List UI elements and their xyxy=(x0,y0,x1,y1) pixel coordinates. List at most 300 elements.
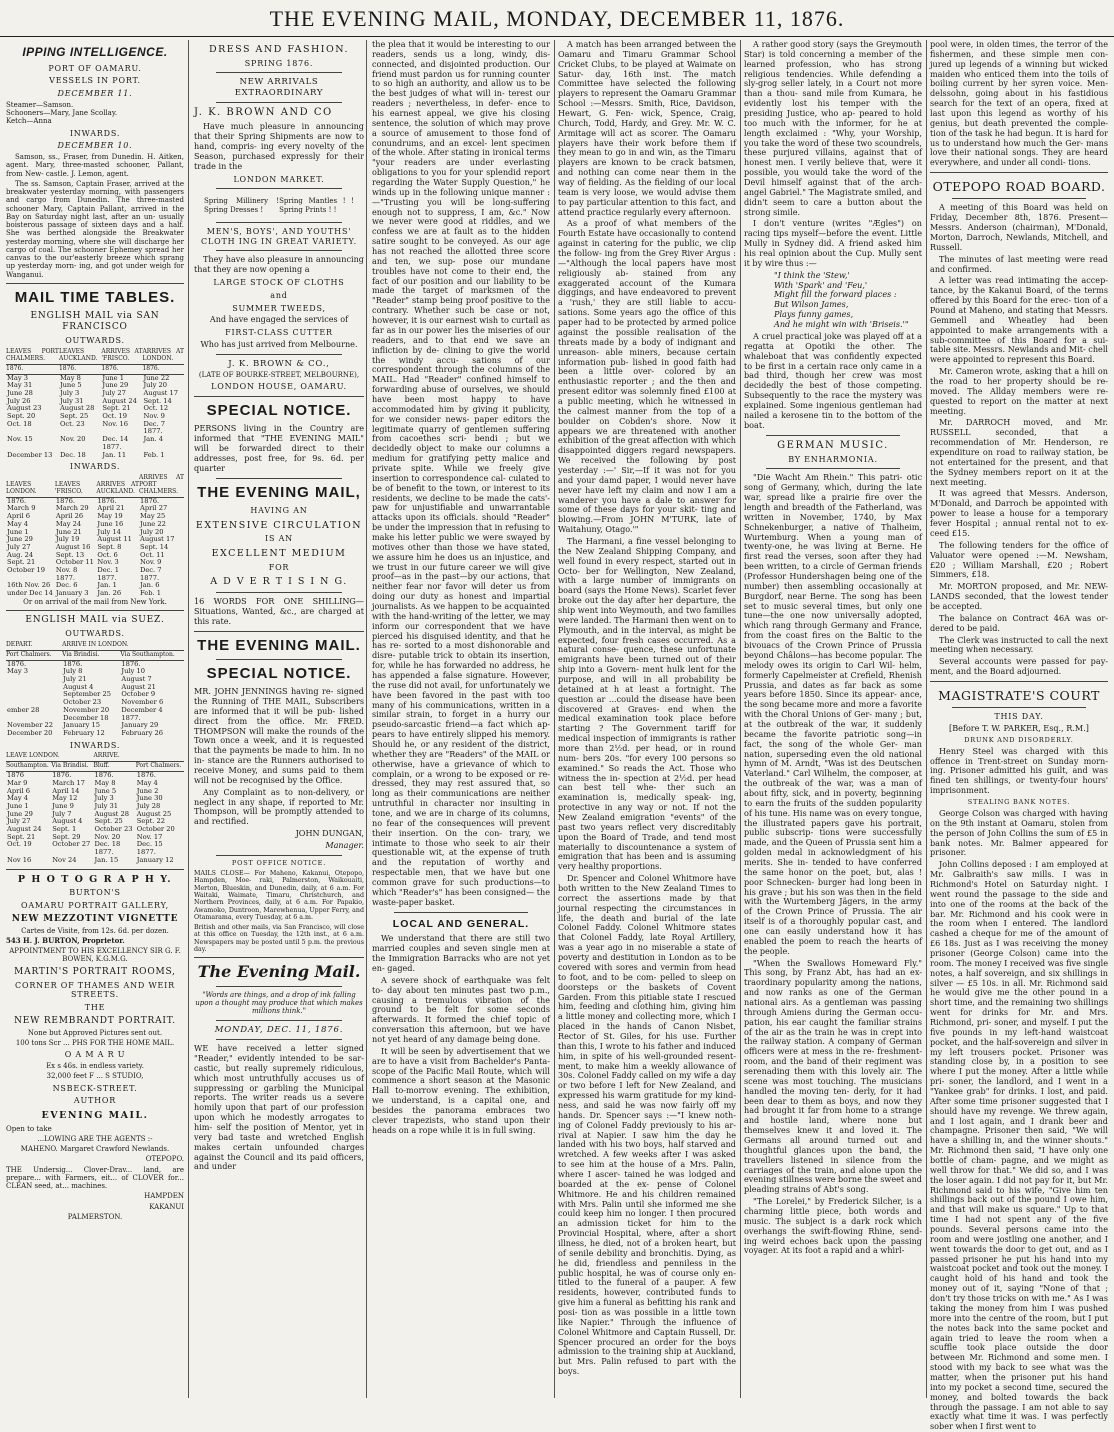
table-cell: March 29 xyxy=(55,504,89,513)
racing-tips: I don't venture (writes "Ægles") on racing tips myself—before the event. Little Mully in Sydney did. A friend asked him his real opinion about the Cup. Mully sent it by wire thus :— xyxy=(744,218,922,268)
table-header: ARRIVES AT PORT CHALMERS. xyxy=(139,474,184,497)
suez-outwards-table xyxy=(6,641,184,738)
table-header: ARRIVES AT 'FRISCO. xyxy=(101,348,142,364)
home-mail: 100 tons Scr ... PHS FOR THE HOME MAIL. xyxy=(15,1039,175,1048)
table-header: Bluff. xyxy=(93,762,135,772)
otepopo-p2: The minutes of last meeting were read and confirmed. xyxy=(930,253,1108,274)
table-cell xyxy=(6,676,62,684)
table-cell: July 27 xyxy=(7,817,31,826)
inwards-date: DECEMBER 10. xyxy=(57,141,133,151)
special-notice-2: SPECIAL NOTICE. xyxy=(206,664,352,682)
mezzotint: NEW MEZZOTINT VIGNETTE xyxy=(11,913,179,924)
table-cell: July 19 xyxy=(55,535,80,544)
table-cell: June 16 xyxy=(97,519,124,528)
table-cell: Dec. 7 xyxy=(139,566,162,575)
table-cell: Jan. 11 xyxy=(102,450,127,459)
spring-1876: SPRING 1876. xyxy=(244,58,314,68)
cutter: FIRST-CLASS CUTTER xyxy=(225,328,333,338)
table-cell: June 28 xyxy=(7,388,33,397)
table-cell: October 23 xyxy=(94,825,133,834)
columns xyxy=(6,39,1108,1432)
table-cell: under Dec 14 xyxy=(7,589,53,598)
mail-logo-2: THE EVENING MAIL. xyxy=(197,636,361,654)
table-cell: May 8 xyxy=(59,373,81,382)
manager: Manager. xyxy=(325,840,364,851)
kakanui: KAKANUI xyxy=(149,1202,184,1211)
otepopo-p5: Mr. DARROCH moved, and Mr. RUSSELL seconded, that a recommendation of Mr. Henderson, re expenditure on road to railway station, be not entertained for the present, and that the Sydney members report on it at the next meeting. xyxy=(930,417,1108,487)
table-cell: August 24 xyxy=(7,825,42,834)
table-cell: Nov 24 xyxy=(52,855,77,864)
table-cell: Aug. 24 xyxy=(7,550,34,559)
court-m3: John Collins deposed : I am employed at Mr. Galbraith's saw mills. I was in Richmond's Hotel on Saturday night. I went round the passage to the side and into one of the rooms at the back of the bar. Mr. Richmond and his cook were in the room when I entered. The landlord cashed a cheque for me of the amount of £6 18s. Just as I was receiving the money prisoner (George Colson) came into the room. The money I received was five single notes, a half sovereign, and six shillings in silver — £5 10s. in all. Mr. Richmond said he would give me the other pound in a short time, and the remaining two shillings went for drinks for Mr. and Mrs. Richmond, pri- soner, and myself. I put the five pounds in my left-hand waistcoat pocket, and the half-sovereign and silver in my left trousers pocket. Prisoner was standing close by, in a position to see where I put the money. After a little while pri- soner, the landlord, and I went in a "Yankee grab" for drinks. I lost, and paid. After some time prisoner suggested that I should have my revenge. We threw again, and I lost again, and I drank beer and champagne. Prisoner then said, "We will have a shilling in, and the winner shouts." Mr. Richmond then said, "I have only one bottle of cham- pagne, and we might as well throw for that." We did so, and I was the loser again. I did not pay for it, but Mr. Richmond said to his wife, "Give him ten shillings back out of the pound I owe him, and that will make us square." Up to that time I had not spent any of the five pounds. Several persons came into the room and were jostling one another, and I went towards the door to get out, and as I passed prisoner he put his hand into my waistcoat pocket and took out the money. I caught hold of his hand and took the money out of it, saying "None of that ; don't try those tricks on with me." As I was taking the money from him I was pushed more into the centre of the room, but I put the notes back into the same pocket and again tried to leave the room when a scuffle took place outside the door between Mr. Richmond and some men. I stood with my back to see what was the matter, when the prisoner put his hand into my pocket a second time, secured the money, and bolted towards the back through the passage. I am not able to say exactly what time it was. I was perfectly sober when I first went to xyxy=(930,859,1108,1432)
table-cell: August 17 xyxy=(143,388,178,397)
table-cell: April 27 xyxy=(139,504,168,513)
table-cell: Sept. 25 xyxy=(94,817,123,826)
table-header: ARRIVES AT LONDON. xyxy=(142,348,184,364)
brown-p2: They have also pleasure in announcing that they are now opening a xyxy=(194,254,364,275)
table-cell: Jan. 26 xyxy=(97,589,122,598)
burton-proprietor: 543 H. J. BURTON, Proprietor. xyxy=(6,935,125,945)
table-row xyxy=(6,436,184,444)
mail-tables-title: MAIL TIME TABLES. xyxy=(14,288,176,306)
cricket-match: A match has been arranged between the Oamaru and Timaru Grammar School Cricket Clubs, to be played at Waimate on Satur- day, 16th inst. The match Committee have selected the following players to represent the Oamaru Grammar School :—Messrs. Smith, Rice, Davidson, Hewart, G. Fen- wick, Spence, Craig, Church, Todd, Hardy, and Grey. Mr. W. C. Armitage will act as scorer. The Oamaru players have their work before them if they mean to go in and win, as the Timaru players are known to be crack batsmen, and nothing can come near them in the way of fielding. As the fielding of our local team is very loose, we would advise them to pay particular attention to this fact, and attend practice regularly every afternoon. xyxy=(558,39,736,217)
table-cell: July 20 xyxy=(143,381,168,390)
table-cell: Sept. 21 xyxy=(7,558,36,567)
table-cell: Dec. 15 xyxy=(136,840,163,849)
table-cell: May 4 xyxy=(7,519,28,528)
table-row xyxy=(6,660,184,668)
mail-logo: THE EVENING MAIL, xyxy=(197,483,361,501)
table-cell: Oct. 19 xyxy=(102,412,128,421)
table-cell: March 17 xyxy=(52,778,85,787)
stealing-heading: STEALING BANK NOTES. xyxy=(967,798,1071,807)
table-cell: June 21 xyxy=(55,527,82,536)
table-cell: April 26 xyxy=(55,512,84,521)
table-cell: June 2 xyxy=(136,786,159,795)
table-row xyxy=(6,452,184,460)
table-note: Or on arrival of the mail from New York. xyxy=(23,597,167,606)
large-stock: LARGE STOCK OF CLOTHS xyxy=(213,278,345,287)
burtons: BURTON'S xyxy=(69,888,121,898)
local-p2: A severe shock of earthquake was felt to- day about ten minutes past two p.m., causing a tremulous vibration of the ground to be felt for some seconds afterwards. It formed the chief topic of conversation this afternoon, but we have not yet heard of any damage being done. xyxy=(372,974,550,1045)
table-cell: Jan. 6 xyxy=(139,581,160,590)
sf-inwards-table xyxy=(6,474,184,598)
table-cell: Nov. 9 xyxy=(139,558,162,567)
hampden: HAMPDEN xyxy=(144,1192,184,1201)
cartes-price: Cartes de Visite, from 12s. 6d. per dozen. xyxy=(21,926,169,935)
table-cell: August 16 xyxy=(55,542,91,551)
table-cell: July 31 xyxy=(59,396,84,405)
greymouth-story: A rather good story (says the Greymouth Star) is told concerning a member of the learned profession, who has strong religious tendencies. While defending a sly-grog seller lately, in a Court not more than a thou- sand mile from Kumara, he evidently lost his temper with the presiding Justice, who ap- peared to hold too much with the informer, for he at length exclaimed : "Why, your Worship, you take the word of these two scoundrels, these purjured villains, against that of honest men. I verily believe that, were it possible, you would take the word of the Devil himself against that of the arch- angel Gabriel." The Magistrate smiled, and didn't seem to care a button about the strong simile. xyxy=(744,39,922,217)
table-cell: Dec. 1 xyxy=(97,566,119,575)
table-cell: October 9 xyxy=(121,690,156,699)
table-cell: June 29 xyxy=(7,809,33,818)
table-cell: 1877. xyxy=(55,573,76,582)
table-cell: October 19 xyxy=(7,566,46,575)
editorial-cont: the plea that it would be interesting to our readers, sends us a long, windy, dis- connected, and disjointed production. Our friend must pardon us for running counter to so high an authority, and allow us to be the best judges of what will in- terest our readers ; nevertheless, in defer- ence to his earnest appeal, we give his closing sentence, the solution of which may prove a source of amusement to those fond of conundrums, and an excel- lent specimen of the whole. After stating in ironical terms "your readers are under everlasting obligations to you for your splendid report regarding the Water Supply Question," he winds up in the following unique manner :—"Trusting you will be long-suffering enough not to suppress, I am, &c." Now we never were good at riddles, and we confess we are at fault as to the hidden satire sought to be conveyed. As our age has not reached the allotted three score and ten, we sup- pose our mundane troubles have not come to their end, the fact of our position and our liability to be made the target of marksmen of the "Reader" stamp being proof positive to the contrary. Whether such be case or not, however, it is our earnest wish to curtail as far as in our power lies the miseries of our readers, and to that end we save an infliction by de- clining to give the world the windy accu- sations of our correspondent through the columns of the MAIL. Had "Reader" confined himself to forwarding abuse of ourselves, we should have been most happy to have accommodated him by giving it publicity, for we consider news- paper editors the legitimate quarry of gentlemen suffering from cacoethes scri- bendi ; but we decidedly object to make our columns a medium for gratifying petty malice and private spite. While we freely give insertion to correspondence cal- culated to be of benefit to the town, or interest to its residents, we decline to be made the cats'-paw for unjustifiable and unwarrantable attacks upon its officials. should "Reader" be under the impression that in refusing to make his letter public we were swayed by motives other than those we have stated, we assure him he does us an injustice, and we trust in our future career we will give proof—as in the past—by our actions, that neither fear nor favor will deter us from doing our duty as honest and impartial journalists. As we happen to be acquainted with the hand-writing of the letter, we may inform our correspondent that we have pierced his disguised identity, and that he has re- sorted to a most dishonorable and disre- putable trick to obtain its insertion, for, while he has forwarded no address, he has appended a false signature. However, the ruse did not avail, for unfortunately we have been favored in the past with too many of his communications, written in a similar strain, to forget in a hurry our pseudo-sarcastic friend—a fact which ap- pears to have entirely slipped his memory. Should he, or any resident of the district, whether they are "Readers" of the MAIL or otherwise, have a grievance of which to complain, or a wrong to be exposed or re- dressed, they may rest assured that, so long as their communications are neither untruthful in character nor insulting in tone, and we are in charge of its columns, no fear of the consequences will prevent their insertion. On the con- trary, we intimate to those who seek to air their questionable wit, at the expense of truth and the reputation of worthy and respectable men, that we have but one common grave for such productions—to which "Reader's" has been consigned— the waste-paper basket. xyxy=(372,39,550,907)
table-cell: Oct. 12 xyxy=(143,404,169,413)
suez-outwards: OUTWARDS. xyxy=(65,629,125,639)
harmani-vessel: The Harmani, a fine vessel belonging to the New Zealand Shipping Company, and well found in every respect, started out in Octo- ber for Wellington, New Zealand, with a large number of immigrants on board (says the Home News). Scarlet fever broke out the day after her departure, the ship went into Weymouth, and two families were landed. The Harmani then went on to Plymouth, and in the interval, as might be expected, four fresh cases occurred. As a natural conse- quence, these unfortunate emigrants have been turned out of their ship into a Govern- ment hulk lent for the purpose, and will in all probability be detained at h at least a fortnight. The question ar ...could the disease have been discovered at Graves- end when the medical examination took place before starting ? The Government tariff for medical inspection of immigrants is rather more than 2½d. per head, or in round num- bers 20s. "for every 100 persons so examined." So reads the Act. Those who witness the in- spection at 2½d. per head can best tell whe- ther such an examination is, medically speak- ing, protective in any way or not. If not the New Zealand emigration "events" of the past two years reflect very discreditably upon the Board of Trade, and tend most materially to discountenance a system of emigration that has been and is assuming very healthy proportions. xyxy=(558,535,736,872)
table-cell: Oct. 19 xyxy=(7,840,32,849)
table-header: Via Brindisi. xyxy=(51,762,93,772)
table-header: Via Brindisi. xyxy=(62,650,120,660)
column-4 xyxy=(558,40,736,1400)
table-cell: August 23 xyxy=(7,404,42,413)
london-house: LONDON HOUSE, OAMARU. xyxy=(211,382,347,392)
table-header: ARRIVE IN LONDON. xyxy=(62,641,184,650)
approved-pictures: None but Approved Pictures sent out. xyxy=(27,1028,163,1037)
masthead xyxy=(0,0,1114,37)
otepopo-board-title: OTEPOPO ROAD BOARD. xyxy=(932,179,1106,195)
table-cell: June 29 xyxy=(7,535,33,544)
table-cell: Oct. 18 xyxy=(7,419,32,428)
portrait-gallery: OAMARU PORTRAIT GALLERY, xyxy=(20,900,170,910)
colonel-faddy: Dr. Spencer and Colonel Whitmore have both written to the New Zealand Times to correct the assertions made by that journal respecting the circumstances in life, the death and burial of the late Colonel Faddy. Colonel Whitmore states that Colonel Faddy, late Royal Artillery, was a year ago in no miserable a state of poverty and destitution in London as to be covered with sores and vermin from head to foot, and to be com- pelled to sleep on doorsteps or the baskets of Covent Garden. From this pitiable state I rescued him, feeding and clothing him, giving him a little money and collecting more, which I placed in the hands of Canon Nisbet, Rector of St. Giles, for his use. Further than this, I wrote to his father and induced him, in spite of his well-grounded resent- ment, to make him a weekly allowance of 30s. Colonel Faddy called on my wife a day or two before I left for New Zealand, and expressed his warm gratitude for my kind- ness, and said he was now fairly off my hands. Dr. Spencer says :—"I knew noth- ing of Colonel Faddy previously to his ar- rival at Napier. I saw him the day he landed with his two boys, half starved and wretched. A few weeks after I was asked to see him at the house of a Mrs. Palin, where I ascer- tained he was lodged and boarded at the ex- pense of Colonel Whitmore. He and his children remained with Mrs. Palin until she informed me she could keep him no longer. I then procured an admission ticket for him to the Provincial Hospital, where, after a short illness, he died, not of a broken heart, but of senile debility and bronchitis. Dying, as he did, friendless and penniless in the public hospital, he was of course only en- titled to the funeral of a pauper. A few residents, however, contributed funds to give him a funeral as befitting his rank and posi- tion as was possible in a little town like Napier." Through the influence of Colonel Whitmore and Captain Russell, Dr. Spencer procured an order for the boys admission to the training ship at Auckland, but Mrs. Palin refused to part with the boys. xyxy=(558,873,736,1377)
london-market: LONDON MARKET. xyxy=(233,174,325,184)
post-office-title: POST OFFICE NOTICE. xyxy=(231,858,327,867)
table-cell: 1876 xyxy=(7,771,25,780)
photography-title: P H O T O G R A P H Y. xyxy=(17,873,173,885)
local-general-title: LOCAL AND GENERAL. xyxy=(392,917,530,930)
editorial: WE have received a letter signed "Reader," evidently intended to be sar- castic, but really supremely ridiculous, which most untruthfully accuses us of suppressing or garbling the Municipal reports. The writer reads us a severe homily upon that part of our profession upon which he modestly arrogates to him- self the position of Mentor, yet in very bad taste and wretched English makes certain unfounded charges against the Council and its paid officers, and under xyxy=(194,1043,364,1172)
table-cell: July 7 xyxy=(52,809,72,818)
table-cell: July 27 xyxy=(7,542,31,551)
new-arrivals: NEW ARRIVALS EXTRAORDINARY xyxy=(234,77,324,98)
table-cell: January 12 xyxy=(136,855,174,864)
table-cell: October 27 xyxy=(52,840,91,849)
table-cell: April 14 xyxy=(52,786,80,795)
table-cell: Feb. 1 xyxy=(143,450,165,459)
table-cell: Mar 9 xyxy=(7,778,28,787)
table-cell: Nov. 3 xyxy=(97,558,119,567)
open-to-take: Open to take xyxy=(6,1124,52,1133)
agents-list: MAHENO. Margaret Crawford Newlands. xyxy=(20,1145,170,1154)
table-cell: August 21 xyxy=(121,682,156,691)
table-header: 1876. xyxy=(142,364,184,374)
table-cell: May 8 xyxy=(94,778,116,787)
fourth-estate: As a proof of what members of the Fourth Estate have occasionally to contend against in catering for the public, we clip the follow- ing from the Grey River Argus :—"Although the local papers have most religiously ab- stained from any exaggerated account of the Kumara diggings, and have endeavored to prevent a 'rush,' they are still liable to accu- sations. Some years ago the office of this paper had to be protected by armed police against the possible realisation of the threats made by a body of indignant and unreason- able miners, because certain information pub- lished in good faith had been a little over- colored by an enthusiastic reporter ; and the then and present editor was solemnly fined £100 at a public meeting, which he witnessed in the calmest manner from the top of a boulder on Cobden's shore. Now it appears we are threatened with another exhibition of the great affection with which disappointed diggers regard newspapers. We received the following by post yesterday :—' Sir,—If it was not for you and your damd paper, I would never have never have left my claim and now I am a wanderer you have a dale to answer for some of these days for your skit- ting and blowing.—From JOHN M'TURK, late of Waitahuny, Otago.'" xyxy=(558,218,736,535)
table-cell: January 3 xyxy=(55,589,89,598)
table-cell: ember 28 xyxy=(7,705,40,714)
table-cell: July 10 xyxy=(121,667,145,676)
table-cell: August 28 xyxy=(94,809,129,818)
table-cell: May 25 xyxy=(139,512,166,521)
vessels-list: Steamer—Samson. Schooners—Mary, Jane Scollay. Ketch—Anna xyxy=(6,100,118,126)
drunk-heading: DRUNK AND DISORDERLY. xyxy=(964,735,1074,744)
engaged: And have engaged the services of xyxy=(209,314,349,325)
table-cell: 1876. xyxy=(121,659,141,668)
table-header: LEAVES AUCKLAND. xyxy=(59,348,101,364)
this-day: THIS DAY. xyxy=(994,712,1044,722)
spring-items-left: Spring Millinery ! Spring Dresses ! xyxy=(204,197,280,214)
table-cell: Dec. 18 xyxy=(94,840,121,849)
table-cell: July 8 xyxy=(63,667,83,676)
table-cell: 1876. xyxy=(97,496,117,505)
table-cell: Sept. 21 xyxy=(7,832,36,841)
otepopo-p11: Several accounts were passed for pay- ment, and the Board adjourned. xyxy=(930,656,1108,677)
advertising: A D V E R T I S I N G. xyxy=(210,576,348,588)
table-header: DEPART. xyxy=(6,641,62,650)
practical-joke: A cruel practical joke was played off at a regatta at Opotiki the other. The whaleboat that was confidently expected to be first in a certain race only came in a bad third, though her crew was most decidedly the best of those competing. Subsequently to the race the mystery was explained. Some ingenious gentleman had nailed a kerosene tin to the bottom of the boat. xyxy=(744,330,922,430)
table-cell: Dec. 6 xyxy=(55,581,78,590)
studio: 32,000 feet F ... S STUDIO, xyxy=(46,1072,144,1081)
table-cell: 1876. xyxy=(136,771,156,780)
port-heading: PORT OF OAMARU. xyxy=(48,63,142,73)
brown-late: (LATE OF BOURKE-STREET, MELBOURNE), xyxy=(198,371,360,380)
table-cell xyxy=(6,684,62,692)
sf-inwards: INWARDS. xyxy=(69,462,121,472)
table-cell: Dec. 14 xyxy=(102,435,129,444)
magistrates-court-title: MAGISTRATE'S COURT xyxy=(938,687,1100,703)
table-cell: July 31 xyxy=(94,801,119,810)
table-cell: November 22 xyxy=(7,721,54,730)
table-header: 1876. xyxy=(101,364,142,374)
ex-variety: Ex s 46s. in endless variety. xyxy=(46,1062,144,1071)
sixteen-words: 16 WORDS FOR ONE SHILLING— Situations, Wanted, &c., are charged at this rate. xyxy=(194,595,364,626)
lorelei: "The Lorelei," by Frederick Silcher, is a charming little piece, both words and music. The subject is a dark rock which overhangs the swift-flowing Rhine, send- ing weird echoes back upon the passing voyager. At its foot a rapid and a whirl- xyxy=(744,1196,922,1256)
table-cell: July 20 xyxy=(139,527,164,536)
notice2-text-2: Any Complaint as to non-delivery, or neglect in any shape, if reported to Mr. Thompson, will be promptly attended to and rectified. xyxy=(194,786,364,827)
appointment: APPOINTMENT TO HIS EXCELLENCY SIR G. F. BOWEN, K.G.M.G. xyxy=(9,947,181,964)
table-cell: 1877. xyxy=(136,848,156,857)
table-cell: 16th Nov. 26 xyxy=(7,581,51,590)
table-cell: 1877. xyxy=(97,573,117,582)
otepopo: OTEPOPO. xyxy=(145,1155,184,1164)
table-cell: June 1 xyxy=(7,527,29,536)
table-cell: Oct. 11 xyxy=(139,550,165,559)
table-header: 1876. xyxy=(6,364,59,374)
table-cell: July 27 xyxy=(102,388,126,397)
excellent-medium: EXCELLENT MEDIUM xyxy=(211,548,347,560)
table-cell: Oct. 6 xyxy=(97,550,118,559)
vessels-heading: VESSELS IN PORT. xyxy=(49,76,141,86)
table-cell: July 14 xyxy=(97,527,121,536)
post-text: MAILS CLOSE— For Maheno, Kakanui, Otepopo, Hampden, Moe- raki, Palmerston, Waikouaiti, Merton, Blueskin, and Dunedin, daily, at 6 a.m. For Waitaki, Waimate, Timaru, Christchurch, and Northern Provinces, daily, at 6 a.m. For Papakio, Awamoko, Duntroon, Marewhenua, Upper Ferry, and Otamarama, every Tuesday, at 6 a.m. xyxy=(194,869,364,922)
table-cell: January 15 xyxy=(63,721,101,730)
table-header: ARRIVE. xyxy=(93,752,184,761)
is-an: IS AN xyxy=(265,534,293,544)
table-cell: 1877. xyxy=(121,713,141,722)
table-cell: December 4 xyxy=(121,705,163,714)
table-cell: 1876. xyxy=(52,771,72,780)
brown-p1: Have much pleasure in announcing that their Spring Shipments are now to hand, compris- ing every novelty of the Season, purchased expressly for their trade in the xyxy=(194,121,364,171)
table-header: Port Chalmers. xyxy=(136,762,184,772)
table-header: 1876. xyxy=(59,364,101,374)
column-3 xyxy=(372,40,550,1400)
table-cell: Jan. 15 xyxy=(94,855,119,864)
table-cell: August 17 xyxy=(139,535,175,544)
table-cell: May 3 xyxy=(7,667,28,676)
table-cell: May 3 xyxy=(7,373,28,382)
table-cell: July 3 xyxy=(59,388,80,397)
table-cell: August 11 xyxy=(97,535,132,544)
sf-mail-title: ENGLISH MAIL via SAN FRANCISCO xyxy=(30,311,160,333)
evening-mail-gothic: The Evening Mail. xyxy=(197,962,361,982)
table-cell: Dec. 18 xyxy=(59,450,86,459)
table-cell: October 20 xyxy=(136,825,175,834)
rembrandt-the: THE xyxy=(84,1003,106,1013)
table-cell: July 28 xyxy=(136,801,161,810)
cup-poem: "I think the 'Stew,' With 'Spark' and 'Feu,' Might fill the forward places : But Wilson James, Plays funny games, And he might win with 'Briseis.'" xyxy=(774,269,909,330)
column-1 xyxy=(6,40,184,1400)
otepopo-p10: The Clerk was instructed to call the next meeting when necessary. xyxy=(930,634,1108,655)
table-cell: May 4 xyxy=(136,778,158,787)
table-cell: June 1 xyxy=(7,801,29,810)
table-cell: 1876. xyxy=(7,659,27,668)
table-cell: Nov. 8 xyxy=(55,566,78,575)
table-header: LEAVES PORT CHALMERS. xyxy=(6,348,59,364)
table-cell: December 18 xyxy=(63,713,109,722)
extensive-circulation: EXTENSIVE CIRCULATION xyxy=(195,519,363,531)
otepopo-p8: Mr. MORTON proposed, and Mr. NEW- LANDS seconded, that the lowest tender be accepted. xyxy=(930,581,1108,611)
table-cell: Nov. 16 xyxy=(102,419,129,428)
table-cell: August 28 xyxy=(59,404,95,413)
column-2 xyxy=(194,40,364,1400)
table-cell: Sept. 21 xyxy=(102,404,131,413)
table-cell: Nov 16 xyxy=(7,855,32,864)
table-cell: December 20 xyxy=(7,728,53,737)
table-cell: August 4 xyxy=(52,817,83,826)
table-cell: November 20 xyxy=(63,705,110,714)
table-cell: June 30 xyxy=(136,794,163,803)
table-cell: Sept. 8 xyxy=(97,542,122,551)
table-cell: April 6 xyxy=(7,786,30,795)
table-cell: 1876. xyxy=(7,496,27,505)
table-cell: April 21 xyxy=(97,504,125,513)
column-5 xyxy=(744,40,922,1400)
table-header: LEAVE LONDON. xyxy=(6,752,93,761)
swallows: "When the Swallows Homeward Fly." This song, by Franz Abt, has had an ex- traordinary popularity among the nations, and now ranks as one of the German national airs. As a gentleman was passing through Amiens during the German occu- pation, his ear caught the familiar strains of the air as the train he was in crept into the railway station. A company of German officers were at mess in the re- freshment-room, and the band of their regiment was serenading them with this lovely air. The scene was most touching. The musicians handled the moving ten- derly, for it had been dear to them as boys, and now they had brought it far from home to a strange and hostile land, where none but themselves knew it and loved it. The Germans all around turned out and thoughtful glances upon the band, the travellers listened in silence from the carriages of the train, and alone upon the evening stillness were borne the sweet and pleading strains of Abt's song. xyxy=(744,957,922,1195)
suez-mail-title: ENGLISH MAIL via SUEZ. xyxy=(25,615,165,626)
before-magistrate: [Before T. W. PARKER, Esq., R.M.] xyxy=(949,722,1089,733)
table-row xyxy=(6,730,184,738)
table-cell: Nov. 15 xyxy=(7,435,33,444)
inwards-heading: INWARDS. xyxy=(69,128,121,138)
dress-title: DRESS AND FASHION. xyxy=(208,44,350,55)
table-cell: Nov. 17 xyxy=(136,832,163,841)
table-cell: 1876. xyxy=(139,496,160,505)
table-header: LEAVES 'FRISCO. xyxy=(55,474,97,497)
table-cell: Sept. 14 xyxy=(143,396,172,405)
table-cell: August 7 xyxy=(121,674,152,683)
table-cell: July 21 xyxy=(63,674,87,683)
otepopo-p9: The balance on Contract 46A was or- dered to be paid. xyxy=(930,612,1108,633)
table-cell: May 19 xyxy=(97,512,123,521)
table-cell: Sept. 22 xyxy=(136,817,166,826)
table-cell: Nov. 9 xyxy=(143,412,165,421)
table-cell: 1877. xyxy=(143,427,163,436)
table-row xyxy=(6,676,184,684)
table-cell: January 29 xyxy=(121,721,159,730)
street: NSBECK-STREET. xyxy=(52,1083,138,1093)
table-cell: 1876. xyxy=(55,496,76,505)
table-header: Via Southampton. xyxy=(120,650,184,660)
by-enharmonia: BY ENHARMONIA. xyxy=(788,454,878,464)
court-m1: Henry Steel was charged with this offence in Trent-street on Sunday morn- ing. Prisoner admitted his guilt, and was fined ten shillings, or twenty-four hours' imprisonment. xyxy=(930,745,1108,796)
mens-clothing: MEN'S, BOYS', AND YOUTHS' CLOTH ING IN GREAT VARIETY. xyxy=(201,226,357,246)
table-cell: Feb. 1 xyxy=(139,589,162,598)
special-notice-1: SPECIAL NOTICE. xyxy=(206,402,352,420)
having-an: HAVING AN xyxy=(250,505,308,515)
inwards-text: Samson, ss., Fraser, from Dunedin. H. Aitken, agent. Mary, three-masted schooner, Pallant, from New- castle. J. Lemon, agent. xyxy=(6,153,184,178)
oamaru-label: O A M A R U xyxy=(64,1050,126,1060)
summer-tweeds: SUMMER TWEEDS, xyxy=(232,303,326,313)
otepopo-p3: A letter was read intimating the accep- tance, by the Kakanui Board, of the terms offered by this Board for the erec- tion of a Pound at Maheno, and stating that Messrs. Gemmell and Wheatley had been appointed to make arrangements with a sub-committee of this Board for a sui- table site. Messrs. Newlands and Mit- chell were appointed to represent this Board. xyxy=(930,275,1108,365)
table-cell: June 5 xyxy=(94,786,117,795)
table-cell: May 4 xyxy=(7,794,28,803)
sf-outwards: OUTWARDS. xyxy=(65,336,125,346)
table-cell: 1876. xyxy=(63,659,83,668)
agents-heading: ...LOWING ARE THE AGENTS :- xyxy=(37,1134,153,1143)
table-header: LEAVES LONDON. xyxy=(6,474,55,497)
table-cell: Dec. 7 xyxy=(143,419,166,428)
table-cell: December 13 xyxy=(7,450,53,459)
author: AUTHOR xyxy=(73,1096,117,1106)
dateline: MONDAY, DEC. 11, 1876. xyxy=(214,1024,344,1035)
shipping-title: IPPING INTELLIGENCE. xyxy=(22,45,168,59)
spring-items-right: Spring Mantles ! ! Spring Prints ! ! xyxy=(279,197,354,214)
table-cell: October 11 xyxy=(55,558,94,567)
table-cell: May 24 xyxy=(55,519,82,528)
table-cell: 1877. xyxy=(102,442,122,451)
brown-name: J. K. BROWN AND CO xyxy=(194,107,333,119)
table-cell: 1877. xyxy=(139,573,160,582)
german-music-title: GERMAN MUSIC. xyxy=(777,439,889,451)
table-cell: Sept. 25 xyxy=(59,412,89,421)
otepopo-p6: It was agreed that Messrs. Anderson, M'Donald, and Darroch be appointed with power to lease a house for a temporary fever Hospital ; annual rental not to ex- ceed £15. xyxy=(930,488,1108,538)
court-m2: George Colson was charged with having on the 9th instant at Oamaru, stolen from the person of John Collins the sum of £5 in bank notes. Mr. Balmer appeared for prisoner. xyxy=(930,807,1108,858)
table-cell: Nov. 20 xyxy=(94,832,121,841)
local-p1: We understand that there are still two married couples and seven single men at the Immigration Barracks who are not yet en- gaged. xyxy=(372,933,550,973)
palmerston: PALMERSTON. xyxy=(67,1212,123,1221)
table-cell: September 25 xyxy=(63,690,112,699)
for-label: FOR xyxy=(268,562,290,572)
table-cell: July 26 xyxy=(7,396,31,405)
table-header: Port Chalmers. xyxy=(6,650,62,660)
brown-signature: J. K. BROWN & CO., xyxy=(228,358,330,369)
suez-inwards-table xyxy=(6,752,184,864)
table-header: ARRIVES AT AUCKLAND. xyxy=(96,474,139,497)
table-row xyxy=(6,590,184,598)
table-cell: 1876. xyxy=(94,771,114,780)
local-p3: It will be seen by advertisement that we are to have a visit from Bachelder's Panta- scope of the Pacific Mail Route, which will commence a short season at the Masonic Hall to-morrow evening. The exhibition, we understand, is a capital one, and besides the panorama embraces two clever trapezists, who stand upon their heads on a rope while it is in full swing. xyxy=(372,1045,550,1135)
table-cell: Sept. 29 xyxy=(52,832,81,841)
table-cell: March 9 xyxy=(7,504,36,513)
vessels-date: DECEMBER 11. xyxy=(57,89,133,99)
table-cell: November 6 xyxy=(121,698,164,707)
table-cell: Sept. 14 xyxy=(139,542,169,551)
table-cell: Jan. 1 xyxy=(97,581,117,590)
dungan: JOHN DUNGAN, xyxy=(295,828,364,839)
table-cell: June 22 xyxy=(139,519,166,528)
evening-mail-ad: EVENING MAIL. xyxy=(41,1110,149,1122)
suez-inwards: INWARDS. xyxy=(69,740,121,750)
column-6 xyxy=(930,39,1108,1432)
table-cell: June 1 xyxy=(102,373,125,382)
ink-quote: "Words are things, and a drop of ink falling upon a thought may produce that which makes millions think." xyxy=(195,990,363,1016)
table-header: Southampton. xyxy=(6,762,51,772)
table-cell: May 12 xyxy=(52,794,78,803)
table-cell: August 4 xyxy=(63,682,94,691)
and-label: and xyxy=(270,290,288,300)
shipping-report: The ss. Samson, Captain Fraser, arrived at the breakwater yesterday morning, with passengers and cargo from Dunedin. The three-masted schooner Mary, Captain Pallant, arrived in the Bay on Saturday night last, after an un- usually boisterous passage of sixteen days and a half. She was berthed alongside the Breakwater yesterday morning, where she will discharge her cargo of coal. The schooner Ephemey spread her canvas to the our'easterly breeze which sprang up yesterday morn- ing, and got under weigh for Wanganui. xyxy=(6,179,184,279)
table-cell: February 26 xyxy=(121,728,164,737)
otepopo-p4: Mr. Cameron wrote, asking that a hill on the road to her property should be re- moved. The Allday members were re- quested to report on the matter at next meeting. xyxy=(930,366,1108,416)
table-row xyxy=(6,857,184,865)
table-cell xyxy=(6,691,62,699)
table-cell: Jan. 4 xyxy=(143,435,163,444)
